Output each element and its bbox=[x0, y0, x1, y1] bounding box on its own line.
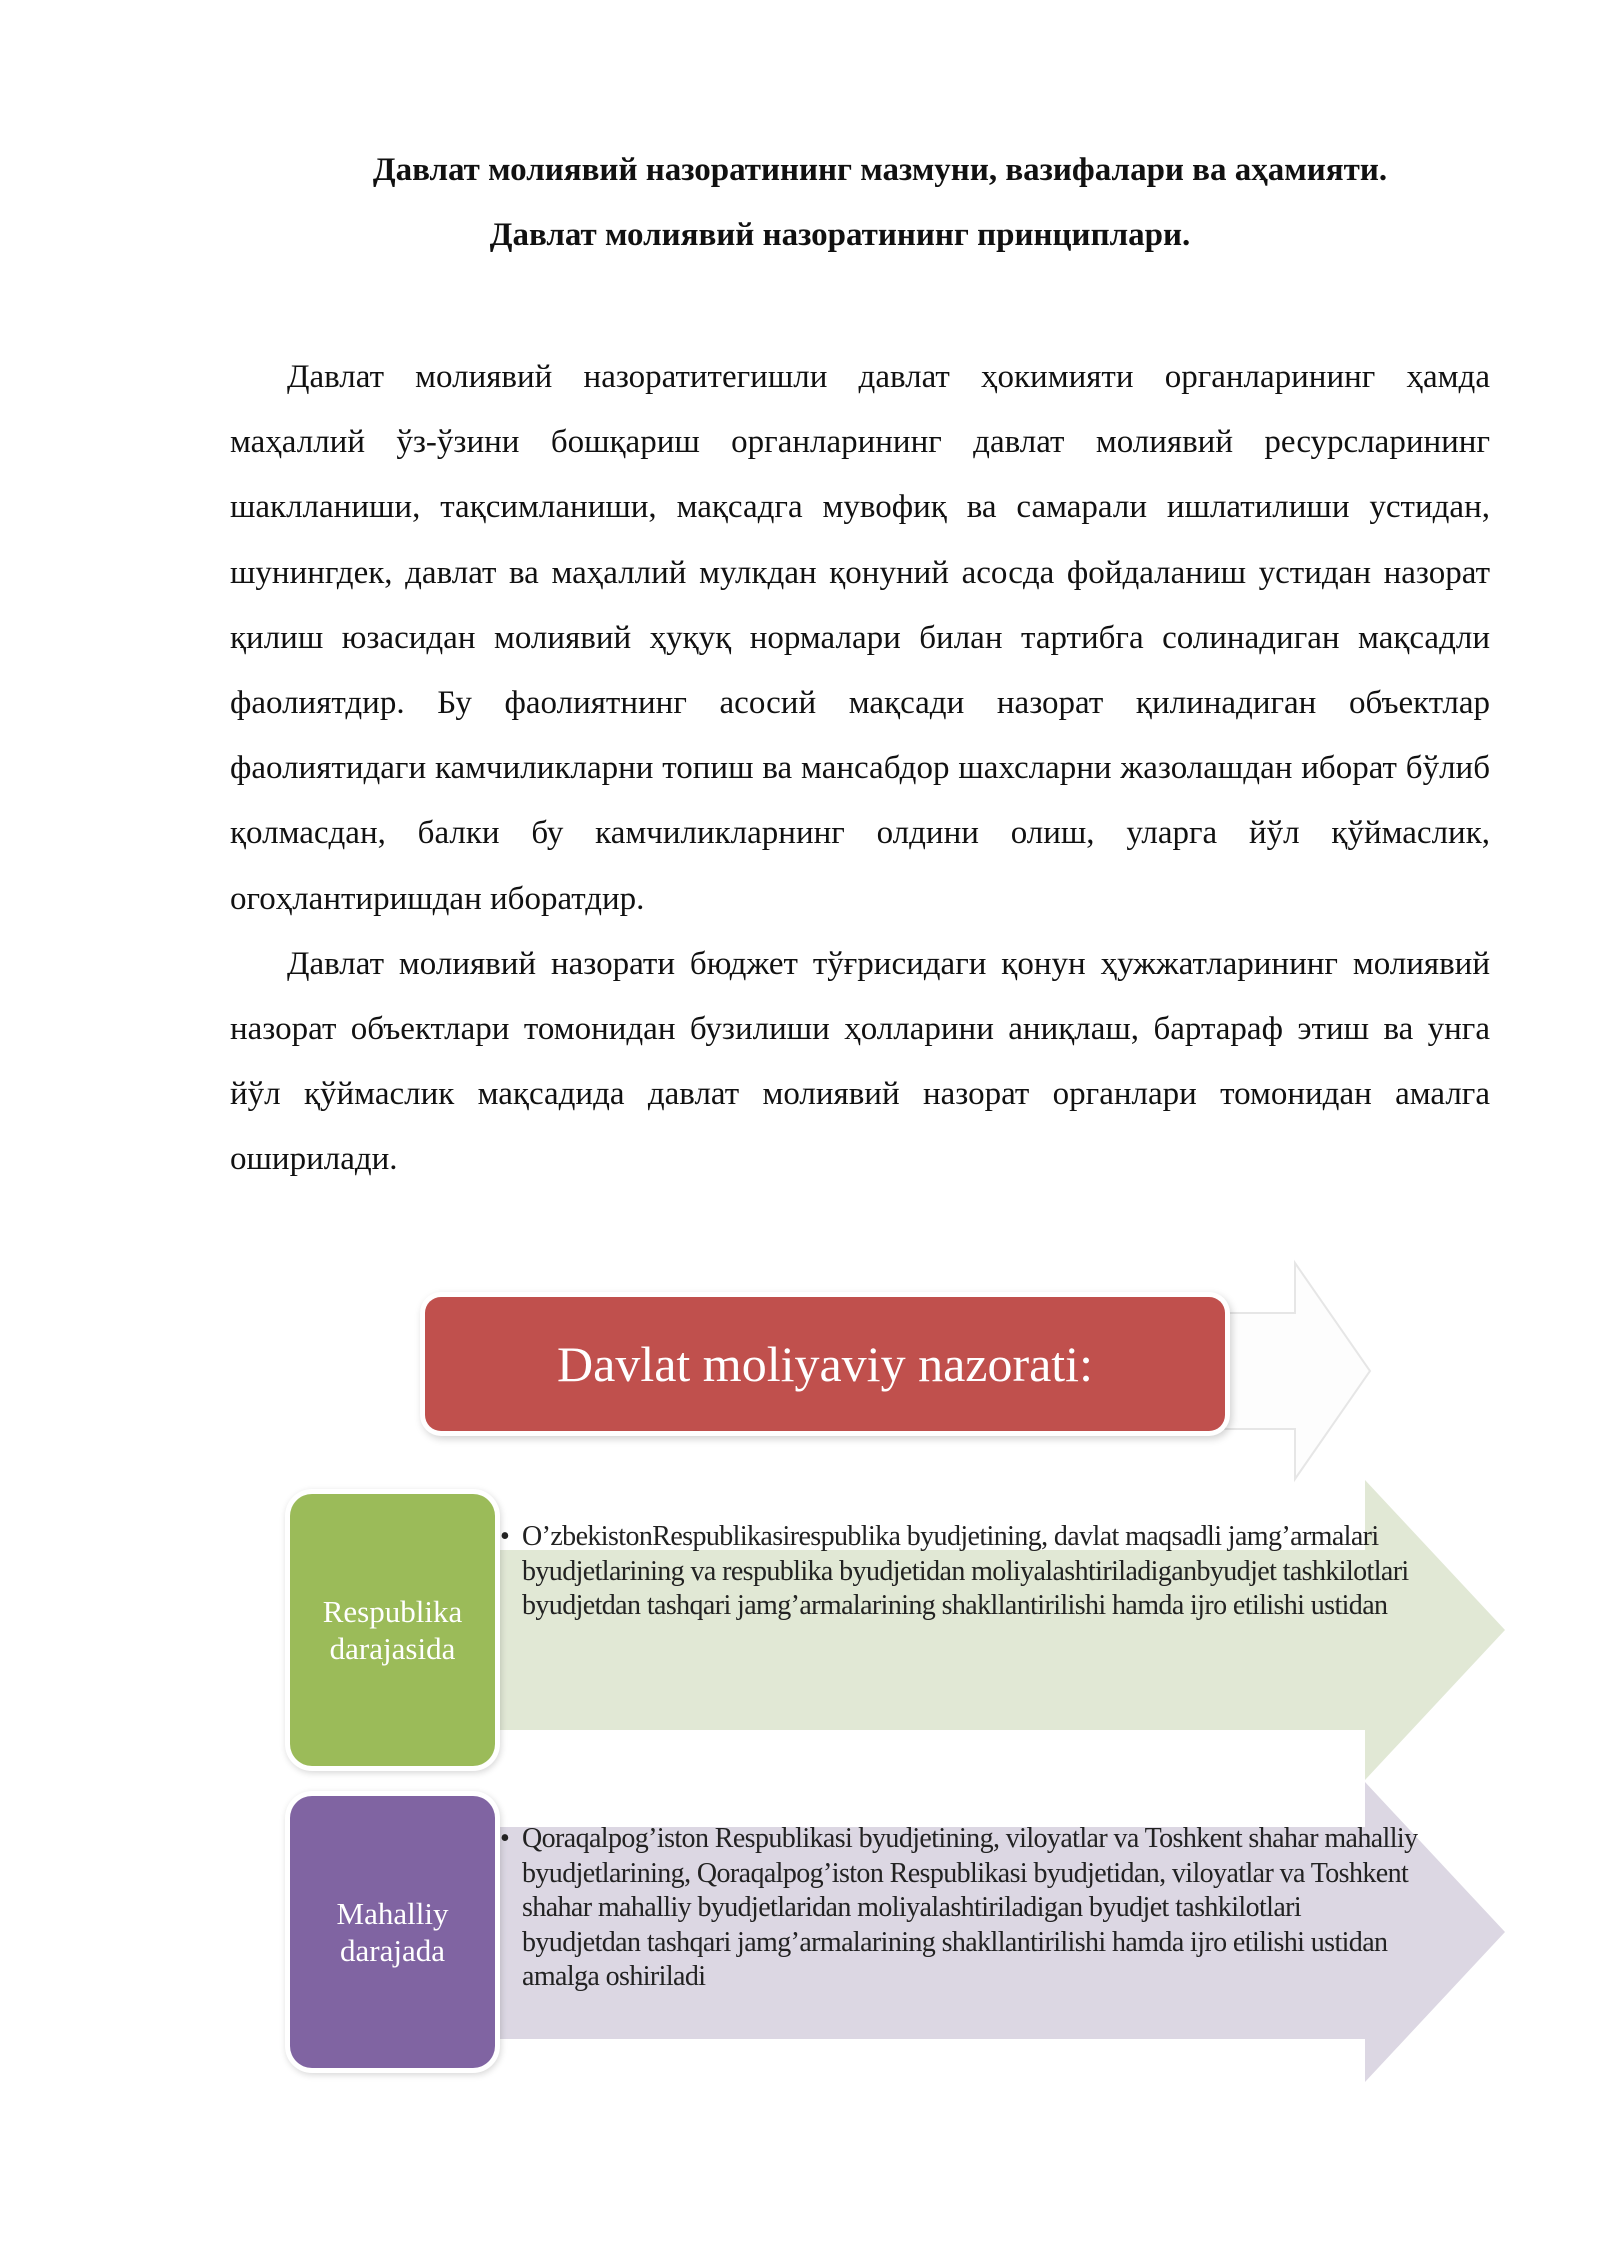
document-title-line-2: Давлат молиявий назоратининг принциплари. bbox=[489, 217, 1191, 253]
diagram-header-box bbox=[425, 1297, 1225, 1431]
respublika-label-line-2: darajasida bbox=[329, 1631, 456, 1666]
body-paragraph-2: Давлат молиявий назорати бюджет тўғрисидаги қонун ҳужжатларининг молиявий назорат объектлари томонидан бузилиши ҳолларини аниқлаш, бартараф этиш ва унга йўл қўймаслик мақсадида давлат молиявий назорат органлари томонидан амалга оширилади. bbox=[230, 945, 1490, 1178]
mahalliy-label-line-2: darajada bbox=[340, 1933, 445, 1968]
diagram-header-title: Davlat moliyaviy nazorati: bbox=[557, 1336, 1093, 1392]
mahalliy-label-line-1: Mahalliy bbox=[336, 1896, 449, 1931]
document-title-line-1: Давлат молиявий назоратининг мазмуни, вазифалари ва аҳамияти. bbox=[372, 152, 1388, 188]
header-arrow-shape bbox=[1215, 1258, 1375, 1484]
respublika-description bbox=[500, 1520, 1420, 1624]
mahalliy-description-text: Qoraqalpog’iston Respublikasi byudjetining, viloyatlar va Toshkent shahar mahalliy byudjetlarining, Qoraqalpog’iston Respublikasi byudjetidan, viloyatlar va Toshkent shahar mahalliy byudjetlaridan moliyalashtiriladigan byudjet tashkilotlari byudjetdan tashqari jamg’armalarining shakllantirilishi hamda ijro etilishi ustidan amalga oshiriladi bbox=[522, 1823, 1418, 1992]
body-paragraph-1: Давлат молиявий назоратитегишли давлат ҳокимияти органларининг ҳамда маҳаллий ўз-ўзини бошқариш органларининг давлат молиявий ресурсларининг шаклланиши, тақсимланиши, мақсадга мувофиқ ва самарали ишлатилиши устидан, шунингдек, давлат ва маҳаллий мулкдан қонуний асосда фойдаланиш устидан назорат қилиш юзасидан молиявий ҳуқуқ нормалари билан тартибга солинадиган мақсадли фаолиятдир. Бу фаолиятнинг асосий мақсади назорат қилинадиган объектлар фаолиятидаги камчиликларни топиш ва мансабдор шахсларни жазолашдан иборат бўлиб қолмасдан, балки бу камчиликларнинг олдини олиш, уларга йўл қўймаслик, огоҳлантиришдан иборатдир. bbox=[230, 359, 1490, 917]
mahalliy-level-box bbox=[290, 1796, 495, 2068]
mahalliy-description bbox=[500, 1822, 1420, 1995]
respublika-description-text: O’zbekistonRespublikasirespublika byudjetining, davlat maqsadli jamg’armalari byudjetlarining va respublika byudjetidan moliyalashtiriladiganbyudjet tashkilotlari byudjetdan tashqari jamg’armalarining shakllantirilishi hamda ijro etilishi ustidan bbox=[522, 1521, 1409, 1621]
respublika-label-line-1: Respublika bbox=[322, 1594, 463, 1629]
respublika-level-box bbox=[290, 1494, 495, 1766]
bullet-marker: • bbox=[500, 1521, 510, 1552]
bullet-marker: • bbox=[500, 1823, 510, 1854]
